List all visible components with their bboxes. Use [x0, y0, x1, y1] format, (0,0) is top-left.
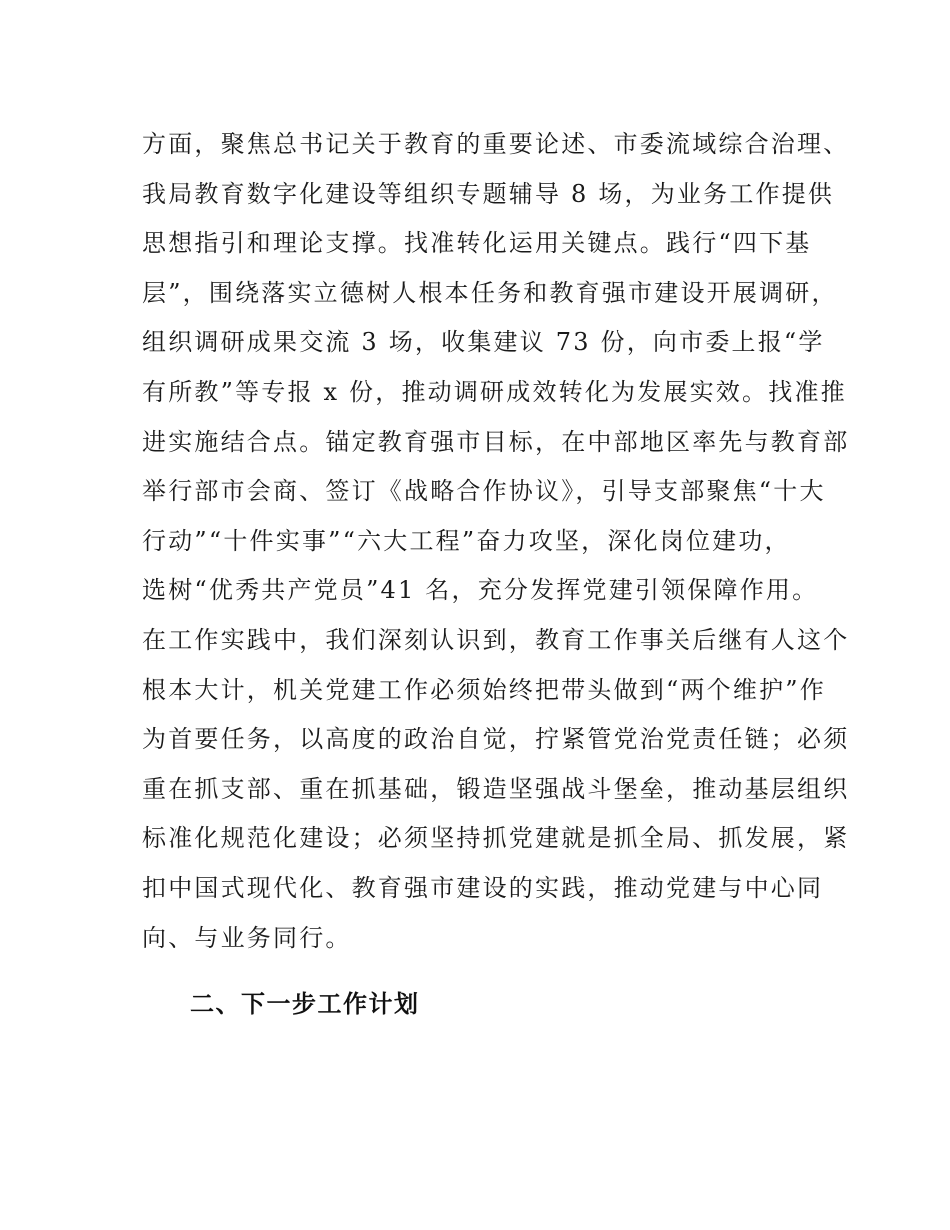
text-line: 有所教”等专报 x 份，推动调研成效转化为发展实效。找准推: [142, 377, 847, 406]
text-line: 我局教育数字化建设等组织专题辅导 8 场，为业务工作提供: [142, 179, 835, 208]
text-line: 为首要任务，以高度的政治自觉，拧紧管党治党责任链；必须: [142, 725, 850, 754]
body-paragraph: [142, 120, 850, 963]
text-line: 举行部市会商、签订《战略合作协议》，引导支部聚焦“十大: [142, 477, 826, 506]
text-line: 组织调研成果交流 3 场，收集建议 73 份，向市委上报“学: [142, 328, 825, 357]
text-line: 思想指引和理论支撑。找准转化运用关键点。践行“四下基: [142, 229, 812, 258]
text-line: 扣中国式现代化、教育强市建设的实践，推动党建与中心同: [142, 873, 824, 902]
text-line: 重在抓支部、重在抓基础，锻造坚强战斗堡垒，推动基层组织: [142, 774, 850, 803]
section-heading: 二、下一步工作计划: [190, 990, 420, 1018]
text-line: 进实施结合点。锚定教育强市目标，在中部地区率先与教育部: [142, 427, 850, 456]
text-line: 标准化规范化建设；必须坚持抓党建就是抓全局、抓发展，紧: [142, 824, 850, 853]
text-line: 方面，聚焦总书记关于教育的重要论述、市委流域综合治理、: [142, 130, 850, 158]
text-line: 层”，围绕落实立德树人根本任务和教育强市建设开展调研，: [142, 278, 838, 307]
text-line: 选树“优秀共产党员”41 名，充分发挥党建引领保障作用。: [142, 576, 819, 605]
text-line: 在工作实践中，我们深刻认识到，教育工作事关后继有人这个: [142, 625, 850, 654]
text-line: 向、与业务同行。: [142, 923, 352, 952]
text-line: 行动”“十件实事”“六大工程”奋力攻坚，深化岗位建功，: [142, 526, 791, 555]
text-line: 根本大计，机关党建工作必须始终把带头做到“两个维护”作: [142, 675, 826, 704]
